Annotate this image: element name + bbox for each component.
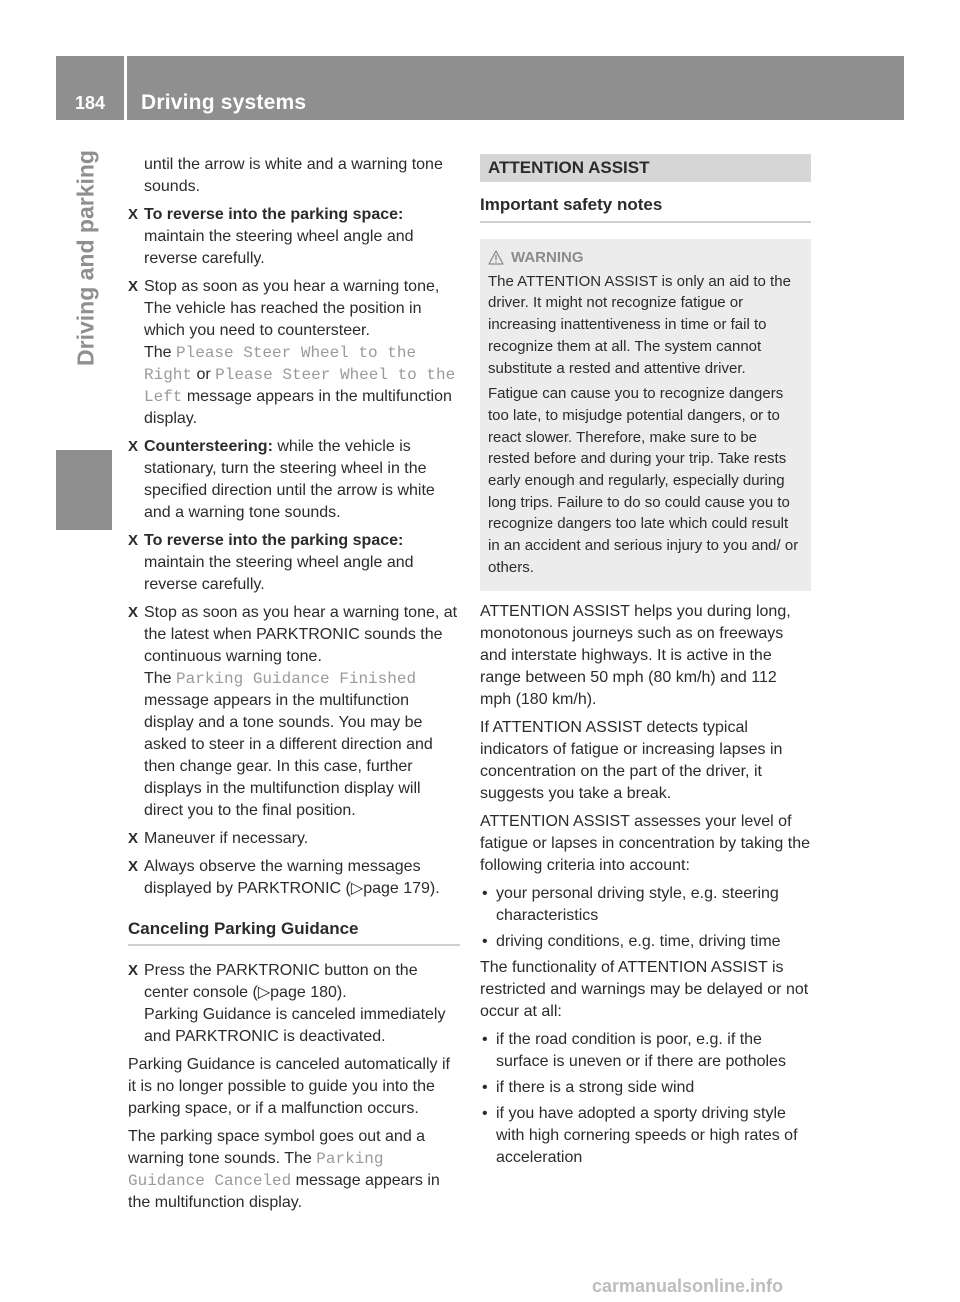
chapter-title: Driving systems <box>141 91 307 114</box>
step-stop-1 <box>128 276 460 430</box>
step-stop-2 <box>128 602 460 822</box>
section-heading-canceling: Canceling Parking Guidance <box>128 918 460 946</box>
bullet-icon: • <box>482 884 488 902</box>
bullet-icon: • <box>482 932 488 950</box>
warning-triangle-icon <box>488 250 504 265</box>
pageref-arrow-icon: ▷ <box>350 880 364 897</box>
list-item <box>480 1103 811 1169</box>
step-label: To reverse into the parking space: <box>144 206 404 223</box>
display-message-canceled: Parking Guidance Canceled <box>128 1150 384 1190</box>
step-marker-icon: X <box>128 604 139 621</box>
list-item-text: if there is a strong side wind <box>496 1078 695 1096</box>
list-item-text: if you have adopted a sporty driving style with high cornering speeds or high rates of acceleration <box>496 1104 798 1166</box>
step-reverse-1 <box>128 204 460 270</box>
continuation-text: until the arrow is white and a warning tone sounds. <box>144 156 443 195</box>
step-text: Always observe the warning messages displayed by PARKTRONIC ( <box>144 858 421 897</box>
bullet-icon: • <box>482 1078 488 1096</box>
step-marker-icon: X <box>128 438 139 455</box>
pageref-close: ). <box>429 880 440 897</box>
right-column <box>480 154 811 1173</box>
list-item <box>480 1077 811 1099</box>
step-maneuver <box>128 828 460 850</box>
display-message-finished: Parking Guidance Finished <box>176 670 417 688</box>
list-item <box>480 1029 811 1073</box>
left-column <box>128 154 460 1220</box>
step-marker-icon: X <box>128 830 139 847</box>
display-message-left: Please Steer Wheel to the Left <box>144 366 456 406</box>
message-suffix: message appears in the multifunction display. <box>144 388 452 427</box>
step-countersteering <box>128 436 460 524</box>
list-item-text: driving conditions, e.g. time, driving time <box>496 932 781 950</box>
message-or: or <box>192 366 216 383</box>
step-label: Countersteering: <box>144 438 273 455</box>
page-number: 184 <box>74 93 106 113</box>
step-text: Stop as soon as you hear a warning tone, The vehicle has reached the position in which you need to countersteer. <box>144 278 440 339</box>
step-marker-icon: X <box>128 962 139 979</box>
step-text: Stop as soon as you hear a warning tone, at the latest when PARKTRONIC sounds the continuous warning tone. <box>144 604 458 665</box>
paragraph-functionality: The functionality of ATTENTION ASSIST is restricted and warnings may be delayed or not occur at all: <box>480 958 809 1020</box>
step-marker-icon: X <box>128 278 139 295</box>
paragraph-assesses: ATTENTION ASSIST assesses your level of fatigue or lapses in concentration by taking the following criteria into account: <box>480 812 810 874</box>
step-press-button <box>128 960 460 1048</box>
warning-header <box>488 247 802 269</box>
side-tab-block <box>56 450 112 530</box>
paragraph-detects: If ATTENTION ASSIST detects typical indicators of fatigue or increasing lapses in concentration on the part of the driver, it suggests you take a break. <box>480 718 783 802</box>
message-suffix: message appears in the multifunction display and a tone sounds. You may be asked to steer in a different direction and then change gear. In this case, further displays in the multifunction display will direct you to the final position. <box>144 692 433 819</box>
subheading-safety-notes: Important safety notes <box>480 194 811 223</box>
warning-box <box>480 239 811 591</box>
step-text: maintain the steering wheel angle and reverse carefully. <box>144 554 414 593</box>
page-reference-link[interactable]: page 180 <box>270 984 337 1001</box>
warning-title: WARNING <box>511 249 584 266</box>
list-item <box>480 931 811 953</box>
step-text: Press the PARKTRONIC button on the center console ( <box>144 962 418 1001</box>
step-marker-icon: X <box>128 532 139 549</box>
pageref-arrow-icon: ▷ <box>257 984 271 1001</box>
pageref-close: ). <box>336 984 347 1001</box>
header-divider <box>124 56 127 120</box>
warning-paragraph-2: Fatigue can cause you to recognize dangers too late, to misjudge potential dangers, or to react slower. Therefore, make sure to be rested before and during your trip. Take rests early enough and regularly, especially during long trips. Failure to do so could cause you to recognize dangers too late which could result in an accident and serious injury to you and/ or others. <box>488 385 799 576</box>
section-bar-attention-assist: ATTENTION ASSIST <box>480 154 811 182</box>
paragraph-symbol-out <box>128 1126 460 1214</box>
step-text: while the vehicle is stationary, turn the steering wheel in the specified direction until the arrow is white and a warning tone sounds. <box>144 438 435 521</box>
step-observe <box>128 856 460 900</box>
step-text: maintain the steering wheel angle and reverse carefully. <box>144 228 414 267</box>
message-prefix: The <box>144 344 177 361</box>
warning-paragraph-1: The ATTENTION ASSIST is only an aid to the driver. It might not recognize fatigue or increasing inattentiveness in time or fail to recognize them at all. The system cannot substitute a rested and attentive driver. <box>488 272 791 377</box>
message-prefix: The <box>144 670 177 687</box>
step-marker-icon: X <box>128 858 139 875</box>
bullet-icon: • <box>482 1104 488 1122</box>
bullet-icon: • <box>482 1030 488 1048</box>
page-reference-link[interactable]: page 179 <box>363 880 430 897</box>
side-tab-label: Driving and parking <box>72 150 99 366</box>
paragraph-auto-cancel: Parking Guidance is canceled automatically if it is no longer possible to guide you into the parking space, or if a malfunction occurs. <box>128 1056 450 1117</box>
step-result-text: Parking Guidance is canceled immediately and PARKTRONIC is deactivated. <box>144 1006 446 1045</box>
list-item-text: if the road condition is poor, e.g. if the surface is uneven or if there are potholes <box>496 1030 786 1070</box>
paragraph-helps: ATTENTION ASSIST helps you during long, monotonous journeys such as on freeways and interstate highways. It is active in the range between 50 mph (80 km/h) and 112 mph (180 km/h). <box>480 602 791 708</box>
step-text: Maneuver if necessary. <box>144 830 309 847</box>
list-item <box>480 883 811 927</box>
display-message-right: Please Steer Wheel to the Right <box>144 344 417 384</box>
step-marker-icon: X <box>128 206 139 223</box>
watermark: carmanualsonline.info <box>592 1276 784 1296</box>
paragraph-text: The parking space symbol goes out and a warning tone sounds. The <box>128 1128 426 1167</box>
paragraph-text: message appears in the multifunction display. <box>128 1172 440 1211</box>
list-item-text: your personal driving style, e.g. steering characteristics <box>496 884 779 924</box>
step-label: To reverse into the parking space: <box>144 532 404 549</box>
step-reverse-2 <box>128 530 460 596</box>
